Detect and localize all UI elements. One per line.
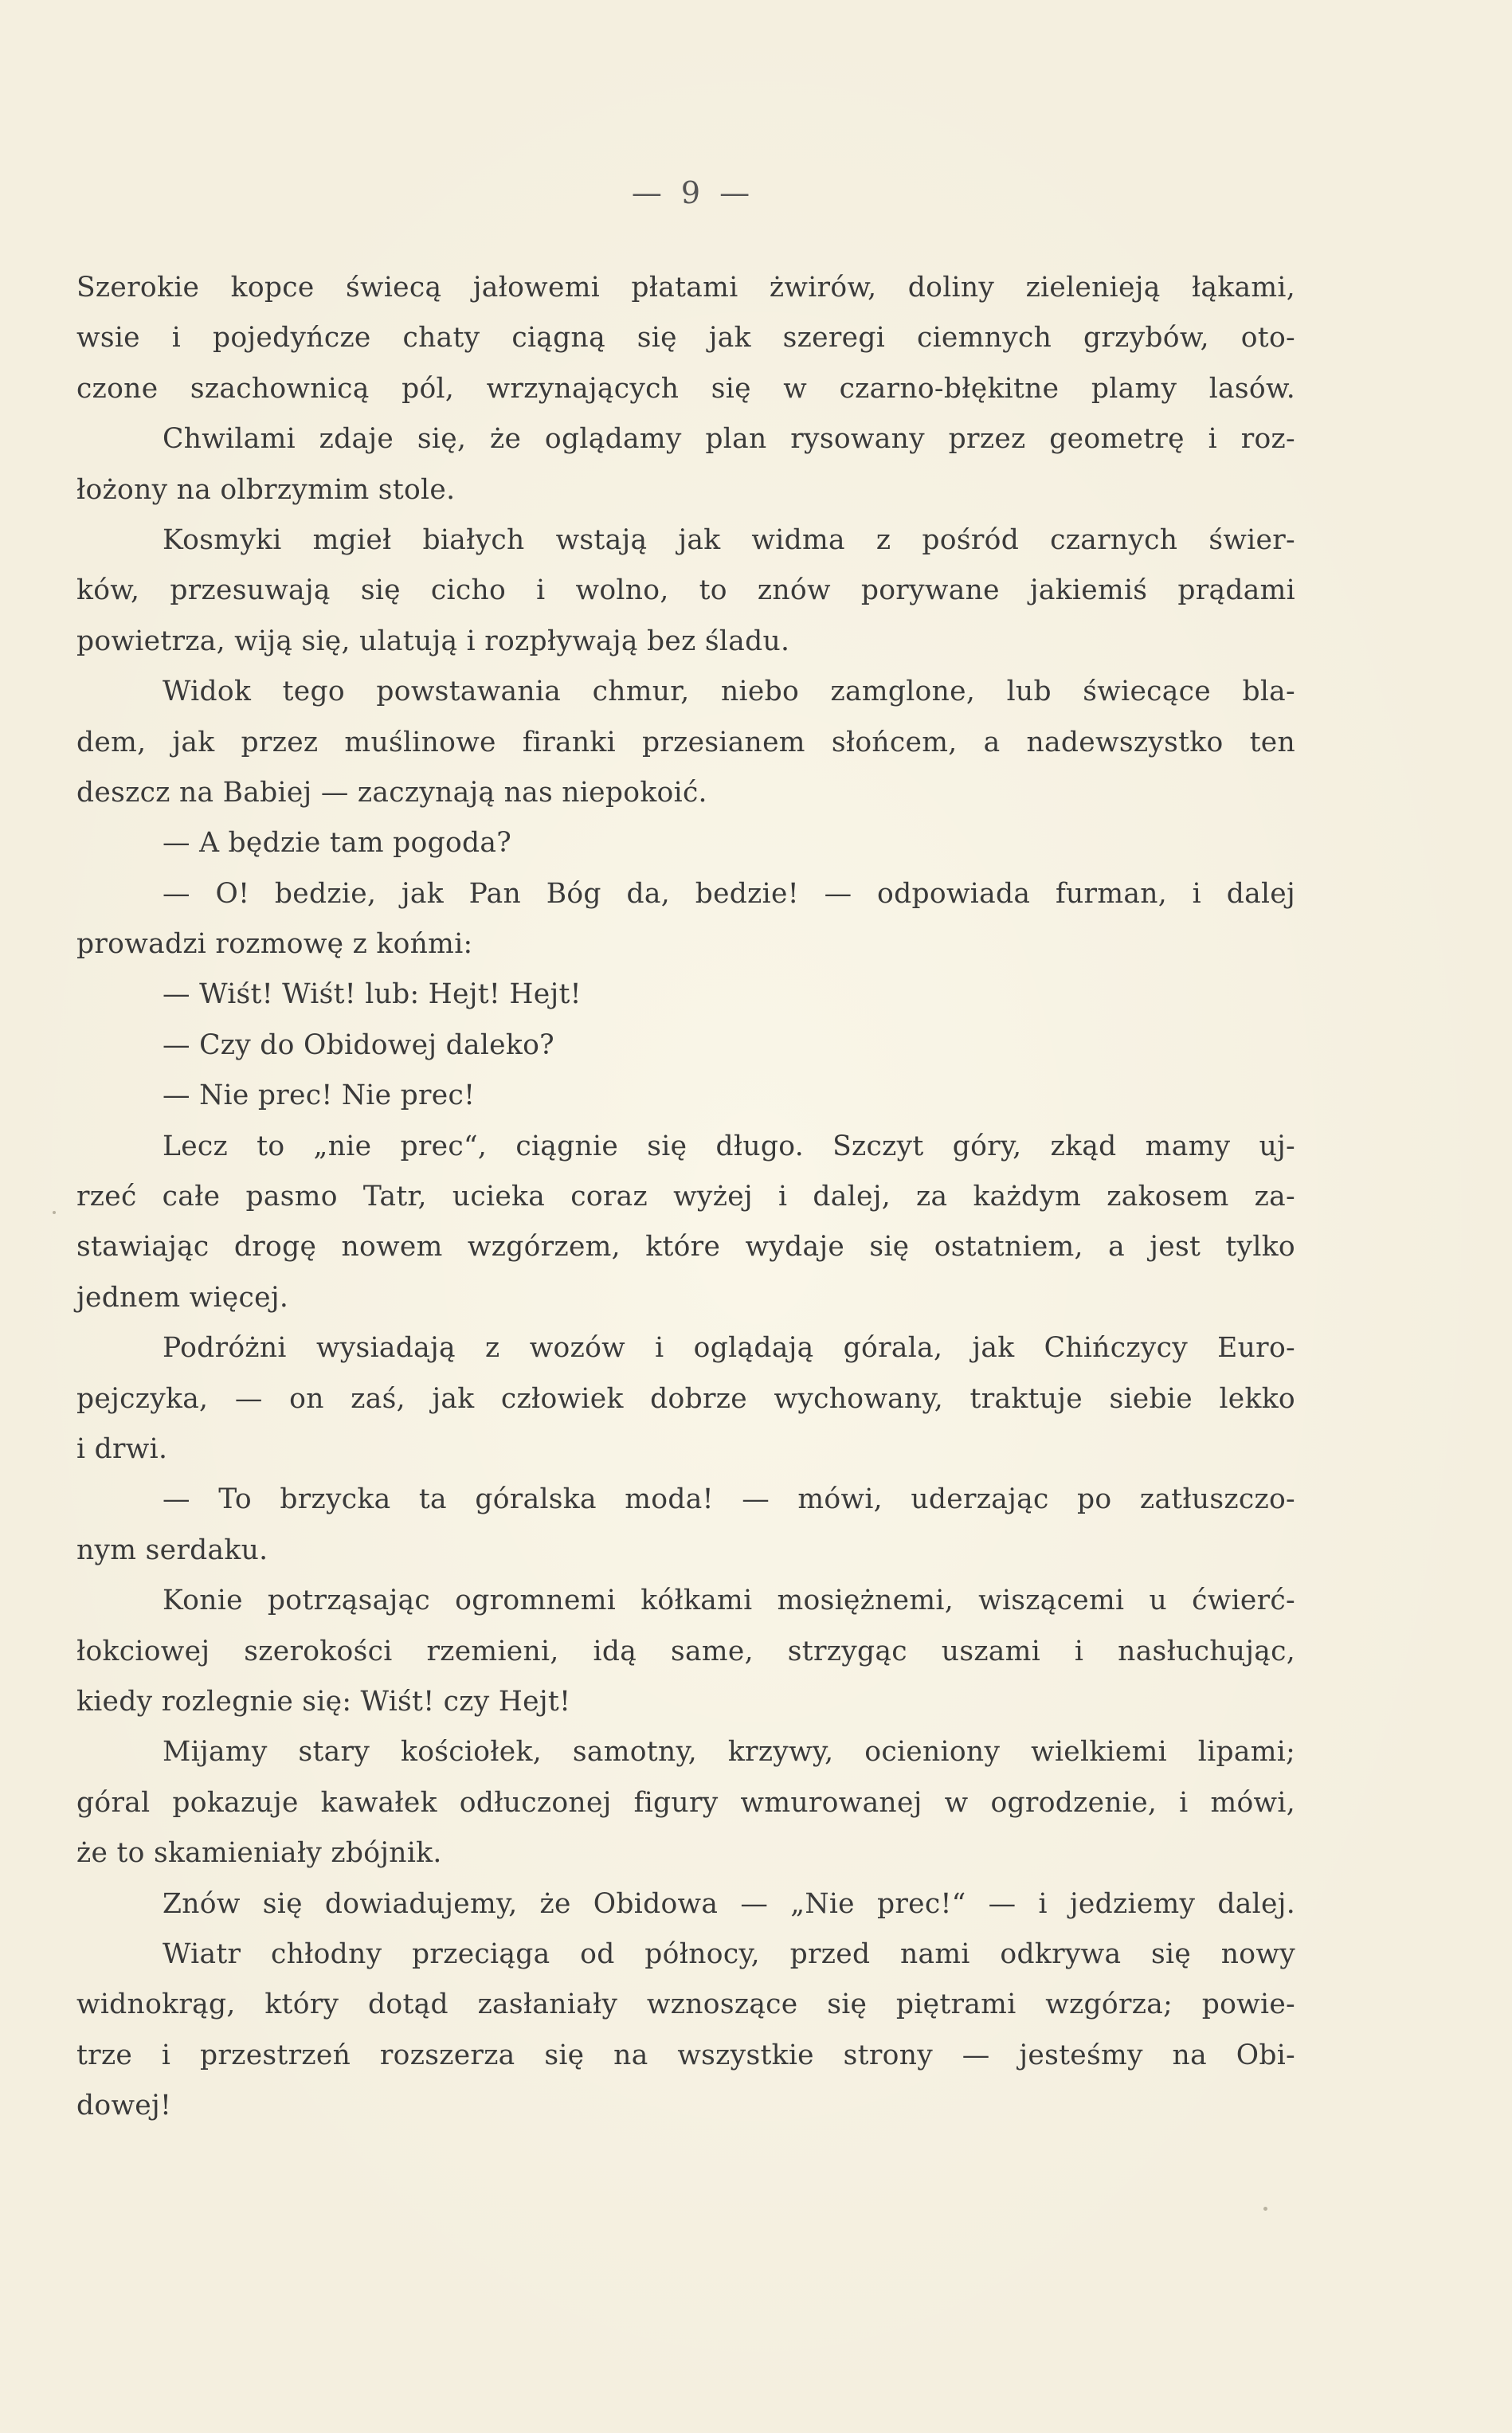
text-line: — Wiśt! Wiśt! lub: Hejt! Hejt! bbox=[163, 978, 582, 1011]
text-line: trze i przestrzeń rozszerza się na wszystkie strony — jesteśmy na Obi- bbox=[76, 2039, 1295, 2071]
text-line: powietrza, wiją się, ulatują i rozpływają bez śladu. bbox=[76, 625, 790, 657]
text-line: prowadzi rozmowę z końmi: bbox=[76, 928, 473, 961]
text-line: Konie potrząsając ogromnemi kółkami mosiężnemi, wiszącemi u ćwierć- bbox=[163, 1585, 1295, 1617]
text-line: nym serdaku. bbox=[76, 1534, 268, 1566]
text-line: pejczyka, — on zaś, jak człowiek dobrze wychowany, traktuje siebie lekko bbox=[76, 1382, 1295, 1415]
paper-speck bbox=[53, 1211, 56, 1214]
text-line: — Czy do Obidowej daleko? bbox=[163, 1028, 554, 1061]
text-line: ków, przesuwają się cicho i wolno, to znów porywane jakiemiś prądami bbox=[76, 574, 1295, 607]
text-line: jednem więcej. bbox=[76, 1281, 289, 1314]
page-number: — 9 — bbox=[631, 175, 755, 210]
text-line: — A będzie tam pogoda? bbox=[163, 827, 512, 860]
text-line: Widok tego powstawania chmur, niebo zamglone, lub świecące bla- bbox=[163, 676, 1295, 708]
text-line: — Nie prec! Nie prec! bbox=[163, 1079, 476, 1112]
text-line: Kosmyki mgieł białych wstają jak widma z pośród czarnych świer- bbox=[163, 523, 1295, 556]
text-line: kiedy rozlegnie się: Wiśt! czy Hejt! bbox=[76, 1685, 571, 1718]
text-line: góral pokazuje kawałek odłuczonej figury wmurowanej w ogrodzenie, i mówi, bbox=[76, 1786, 1295, 1819]
text-line: Wiatr chłodny przeciąga od północy, przed nami odkrywa się nowy bbox=[163, 1937, 1295, 1970]
text-line: wsie i pojedyńcze chaty ciągną się jak szeregi ciemnych grzybów, oto- bbox=[76, 322, 1295, 355]
text-line: czone szachownicą pól, wrzynających się w czarno-błękitne plamy lasów. bbox=[76, 372, 1295, 405]
text-line: stawiając drogę nowem wzgórzem, które wydaje się ostatniem, a jest tylko bbox=[76, 1231, 1295, 1264]
text-line: Podróżni wysiadają z wozów i oglądają górala, jak Chińczycy Euro- bbox=[163, 1332, 1295, 1365]
text-line: Szerokie kopce świecą jałowemi płatami żwirów, doliny zielenieją łąkami, bbox=[76, 272, 1295, 304]
text-line: że to skamieniały zbójnik. bbox=[76, 1837, 442, 1870]
text-line: Znów się dowiadujemy, że Obidowa — „Nie prec!“ — i jedziemy dalej. bbox=[163, 1887, 1295, 1920]
text-line: deszcz na Babiej — zaczynają nas niepokoić. bbox=[76, 776, 707, 809]
text-line: i drwi. bbox=[76, 1432, 168, 1465]
text-line: rzeć całe pasmo Tatr, ucieka coraz wyżej i dalej, za każdym zakosem za- bbox=[76, 1181, 1295, 1213]
text-line: widnokrąg, który dotąd zasłaniały wznoszące się piętrami wzgórza; powie- bbox=[76, 1988, 1295, 2021]
text-line: — O! bedzie, jak Pan Bóg da, bedzie! — odpowiada furman, i dalej bbox=[163, 877, 1295, 910]
text-line: — To brzycka ta góralska moda! — mówi, uderzając po zatłuszczo- bbox=[163, 1483, 1295, 1516]
text-line: Chwilami zdaje się, że oglądamy plan rysowany przez geometrę i roz- bbox=[163, 423, 1295, 456]
text-line: dem, jak przez muślinowe firanki przesianem słońcem, a nadewszystko ten bbox=[76, 726, 1295, 758]
text-line: dowej! bbox=[76, 2090, 172, 2122]
text-line: łożony na olbrzymim stole. bbox=[76, 473, 456, 506]
text-line: Lecz to „nie prec“, ciągnie się długo. Szczyt góry, zkąd mamy uj- bbox=[163, 1130, 1295, 1162]
text-line: Mijamy stary kościołek, samotny, krzywy, ocieniony wielkiemi lipami; bbox=[163, 1736, 1295, 1769]
paper-speck bbox=[1263, 2207, 1267, 2211]
text-line: łokciowej szerokości rzemieni, idą same, strzygąc uszami i nasłuchując, bbox=[76, 1635, 1295, 1667]
body-text bbox=[76, 263, 1295, 2131]
